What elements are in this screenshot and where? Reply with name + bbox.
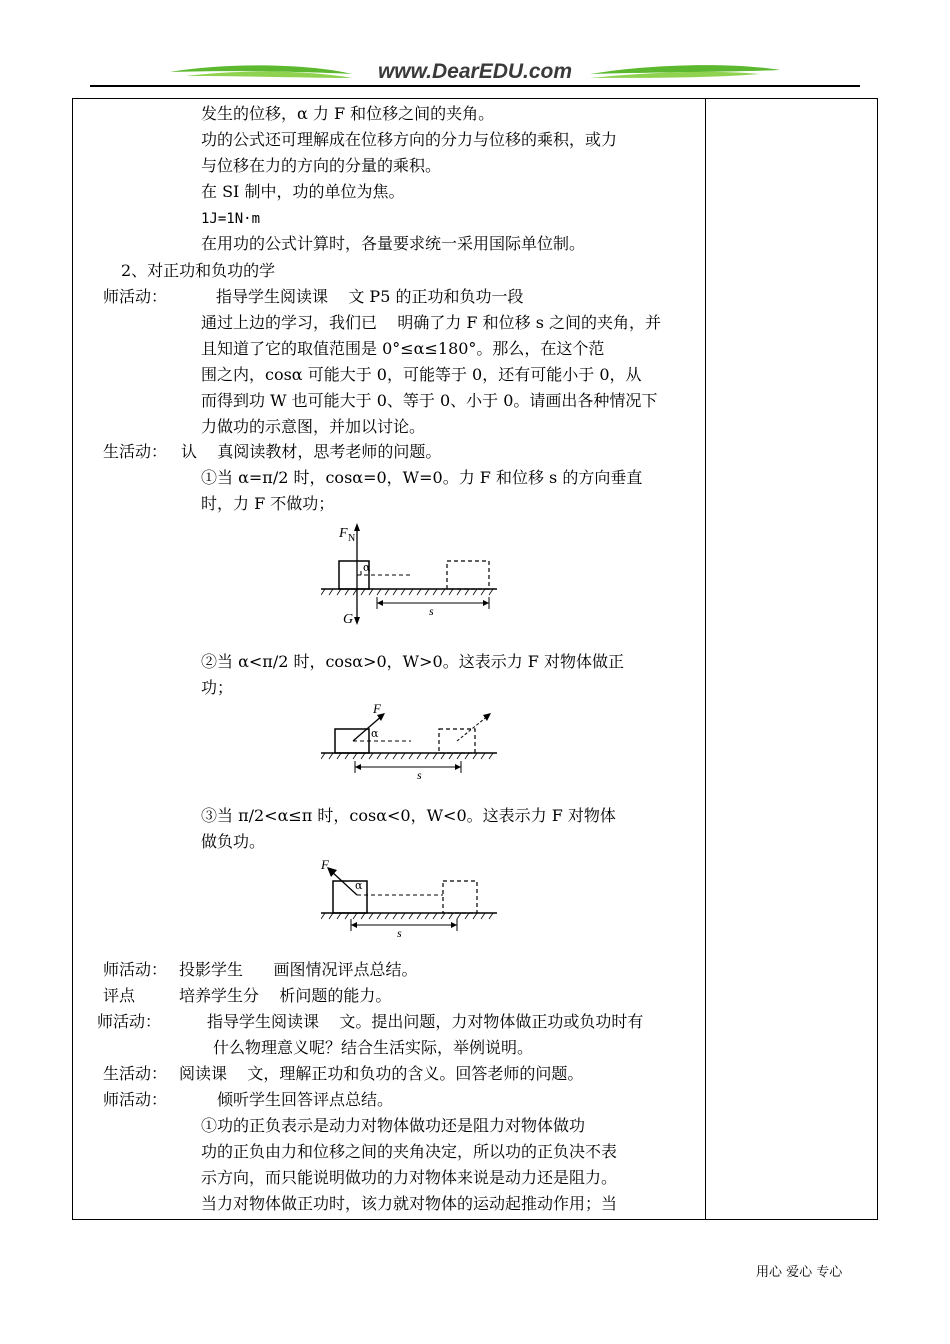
angle-label: α	[355, 879, 363, 892]
displacement-label: s	[429, 604, 434, 618]
force-label: F	[339, 526, 348, 541]
lesson-content-cell	[73, 99, 705, 1219]
header-rule	[90, 85, 860, 87]
text-line: 力做功的示意图，并加以讨论。	[201, 417, 426, 436]
text-line: 在 SI 制中，功的单位为焦。	[201, 182, 405, 201]
figure-negative-work	[321, 857, 501, 941]
text-line: 阅读课 文，理解正功和负功的含义。回答老师的问题。	[179, 1064, 584, 1083]
text-line: 倾听学生回答评点总结。	[217, 1090, 394, 1109]
text-line: ③当 π/2<α≤π 时，cosα<0，W<0。这表示力 F 对物体	[201, 806, 616, 825]
angle-label: α	[363, 561, 371, 574]
role-label: 生活动：	[103, 1064, 168, 1083]
page-header	[90, 58, 860, 98]
role-label: 评点	[103, 986, 136, 1005]
role-label: 生活动：	[103, 442, 168, 461]
force-label: F	[321, 857, 329, 872]
role-label: 师活动：	[103, 960, 168, 979]
text-line: 示方向，而只能说明做功的力对物体来说是动力还是阻力。	[201, 1168, 618, 1187]
text-line: 培养学生分 析问题的能力。	[179, 986, 392, 1005]
text-line: 围之内，cosα 可能大于 0，可能等于 0，还有可能小于 0，从	[201, 365, 642, 384]
site-name: www.DearEDU.com	[377, 60, 573, 83]
text-line: 发生的位移，α 力 F 和位移之间的夹角。	[201, 104, 495, 123]
text-line: 投影学生 画图情况评点总结。	[179, 960, 418, 979]
displacement-label: s	[417, 768, 422, 782]
text-line: 指导学生阅读课 文。提出问题，力对物体做正功或负功时有	[207, 1012, 644, 1031]
angle-label: α	[371, 727, 379, 740]
text-line: ②当 α<π/2 时，cosα>0，W>0。这表示力 F 对物体做正	[201, 652, 624, 671]
lesson-table	[72, 98, 878, 1220]
text-line: ①当 α=π/2 时，cosα=0，W=0。力 F 和位移 s 的方向垂直	[201, 468, 643, 487]
figure-perpendicular-force	[321, 517, 501, 629]
page-footer: 用心 爱心 专心	[756, 1265, 843, 1280]
force-subscript: N	[348, 533, 356, 544]
text-line: 而得到功 W 也可能大于 0、等于 0、小于 0。请画出各种情况下	[201, 391, 658, 410]
text-line: 且知道了它的取值范围是 0°≤α≤180°。那么，在这个范	[201, 339, 605, 358]
text-line: 与位移在力的方向的分量的乘积。	[201, 156, 442, 175]
gravity-label: G	[343, 612, 354, 627]
text-line: ①功的正负表示是动力对物体做功还是阻力对物体做功	[201, 1116, 586, 1135]
text-line: 功的公式还可理解成在位移方向的分力与位移的乘积，或力	[201, 130, 618, 149]
text-line: 时，力 F 不做功；	[201, 494, 335, 513]
unit-formula: 1J=1N·m	[201, 211, 261, 227]
notes-cell	[706, 99, 877, 1219]
text-line: 当力对物体做正功时，该力就对物体的运动起推动作用；当	[201, 1194, 618, 1213]
text-line: 认 真阅读教材，思考老师的问题。	[181, 442, 442, 461]
role-label: 师活动：	[103, 1090, 168, 1109]
text-line: 指导学生阅读课 文 P5 的正功和负功一段	[216, 287, 524, 306]
role-label: 师活动：	[103, 287, 168, 306]
displacement-label: s	[397, 926, 402, 940]
force-label: F	[373, 701, 381, 716]
text-line: 做负功。	[201, 832, 266, 851]
figure-positive-work	[321, 701, 501, 785]
text-line: 功的正负由力和位移之间的夹角决定，所以功的正负决不表	[201, 1142, 618, 1161]
text-line: 功；	[201, 678, 234, 697]
text-line: 在用功的公式计算时，各量要求统一采用国际单位制。	[201, 234, 586, 253]
section-heading: 2、对正功和负功的学	[121, 261, 276, 280]
text-line: 通过上边的学习，我们已 明确了力 F 和位移 s 之间的夹角，并	[201, 313, 662, 332]
role-label: 师活动：	[97, 1012, 162, 1031]
text-line: 什么物理意义呢？结合生活实际，举例说明。	[213, 1038, 534, 1057]
